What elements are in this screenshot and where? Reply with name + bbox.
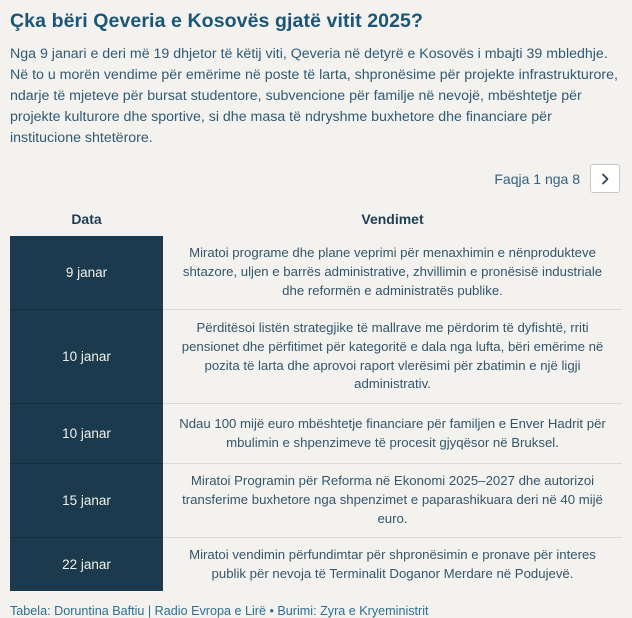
next-page-button[interactable] <box>590 164 620 193</box>
column-header-data: Data <box>71 211 102 228</box>
decision-cell: Ndau 100 mijë euro mbështetje financiare për familjen e Enver Hadrit për mbulimin e shpenzimeve të procesit gjyqësor në Bruksel. <box>163 403 622 463</box>
date-cell: 10 janar <box>10 403 163 463</box>
table-header-row <box>10 207 622 236</box>
pagination <box>10 164 620 193</box>
decision-cell: Miratoi Programin për Reforma në Ekonomi 2025–2027 dhe autorizoi transferime buxhetore nga shpenzimet e paparashikuara deri në 40 mijë euro. <box>163 463 622 537</box>
pagination-label: Faqja 1 nga 8 <box>494 170 580 187</box>
page-title: Çka bëri Qeveria e Kosovës gjatë vitit 2025? <box>10 10 424 32</box>
intro-paragraph: Nga 9 janari e deri më 19 dhjetor të këtij viti, Qeveria në detyrë e Kosovës i mbajti 39 mbledhje. Në to u morën vendime për emërime në poste të larta, shpronësime për projekte infrastrukturore, ndarje të mjeteve për bursat studentore, subvencione për familje në nevojë, mbështetje për projekte kulturore dhe sportive, si dhe masa të ndryshme buxhetore dhe financiare për institucione shtetërore. <box>10 46 618 146</box>
table-row <box>10 403 622 463</box>
date-cell: 9 janar <box>10 236 163 309</box>
column-header-vendimet: Vendimet <box>361 211 424 228</box>
decisions-table <box>10 207 622 591</box>
table-row <box>10 236 622 309</box>
date-cell: 15 janar <box>10 463 163 537</box>
source-credit: Tabela: Doruntina Baftiu | Radio Evropa e Lirë • Burimi: Zyra e Kryeministrit <box>10 604 429 618</box>
table-row <box>10 537 622 592</box>
table-row <box>10 309 622 403</box>
date-cell: 10 janar <box>10 309 163 403</box>
table-row <box>10 463 622 537</box>
decision-cell: Miratoi vendimin përfundimtar për shpronësimin e pronave për interes publik për nevoja të Terminalit Doganor Merdare në Podujevë. <box>163 537 622 592</box>
chevron-right-icon <box>599 173 611 185</box>
date-cell: 22 janar <box>10 537 163 592</box>
decision-cell: Përditësoi listën strategjike të mallrave me përdorim të dyfishtë, rriti pensionet dhe përfitimet për kategoritë e dala nga lufta, bëri emërime në pozita të larta dhe aprovoi raport vlerësimi për zbatimin e një ligji administrativ. <box>163 309 622 403</box>
decision-cell: Miratoi programe dhe plane veprimi për menaxhimin e nënprodukteve shtazore, uljen e barrës administrative, zhvillimin e pronësisë industriale dhe reformën e administratës publike. <box>182 245 603 299</box>
